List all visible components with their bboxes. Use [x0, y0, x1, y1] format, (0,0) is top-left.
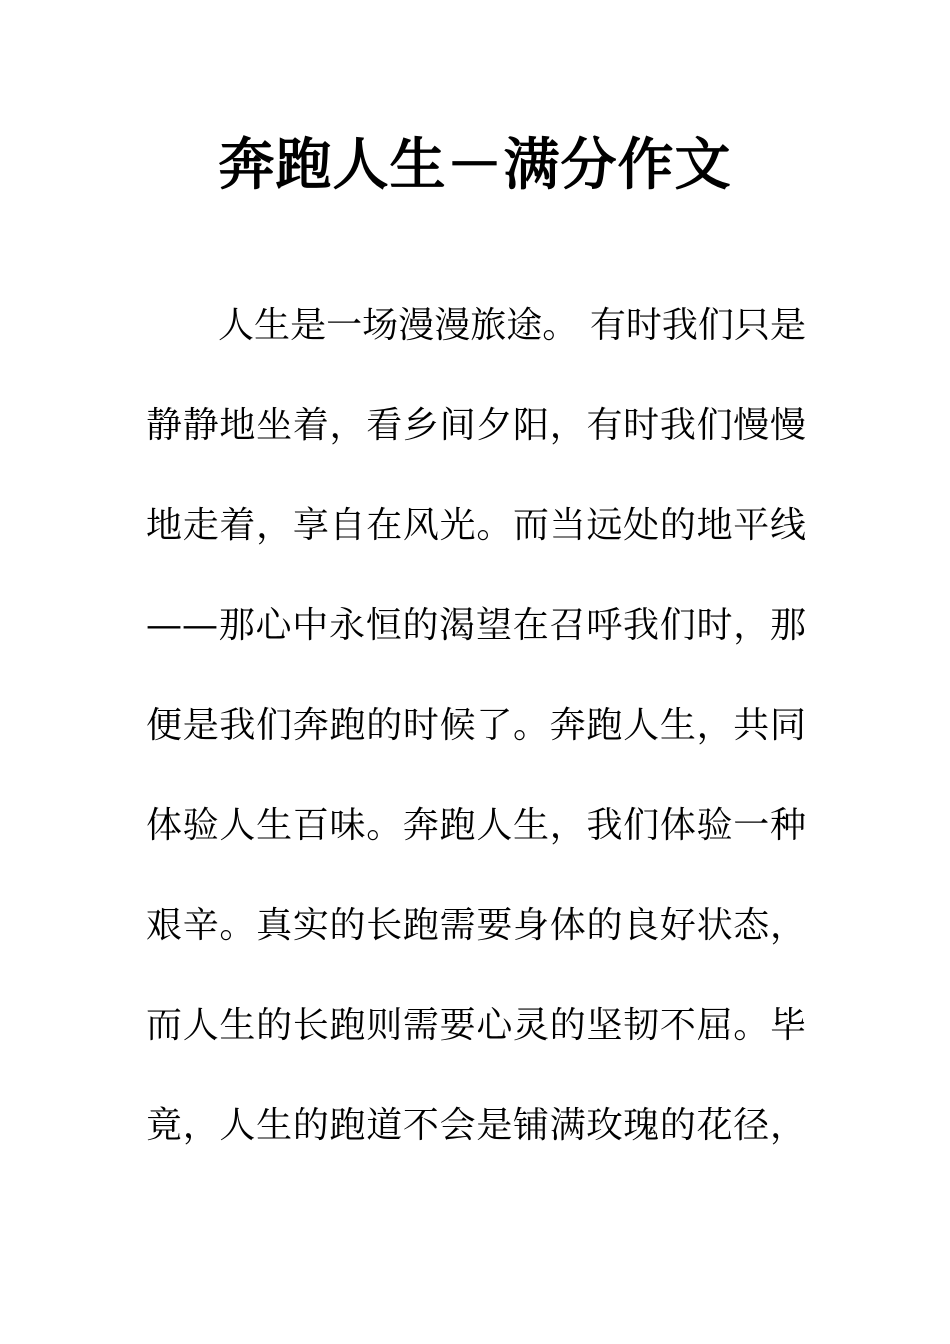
paragraph-line: 体验人生百味。奔跑人生，我们体验一种 [146, 805, 806, 846]
paragraph-line: 便是我们奔跑的时候了。奔跑人生，共同 [146, 705, 806, 746]
paragraph-line: ——那心中永恒的渴望在召呼我们时，那 [146, 605, 806, 646]
paragraph-line: 地走着，享自在风光。而当远处的地平线 [146, 505, 806, 546]
paragraph-line: 而人生的长跑则需要心灵的坚韧不屈。毕 [146, 1005, 806, 1046]
paragraph-line: 静静地坐着，看乡间夕阳，有时我们慢慢 [146, 405, 806, 446]
paragraph-line: 艰辛。真实的长跑需要身体的良好状态， [146, 905, 806, 946]
document-title: 奔跑人生－满分作文 [218, 133, 732, 198]
paragraph-line: 人生是一场漫漫旅途。 有时我们只是 [218, 305, 806, 346]
paragraph-line: 竟，人生的跑道不会是铺满玫瑰的花径， [146, 1105, 806, 1146]
